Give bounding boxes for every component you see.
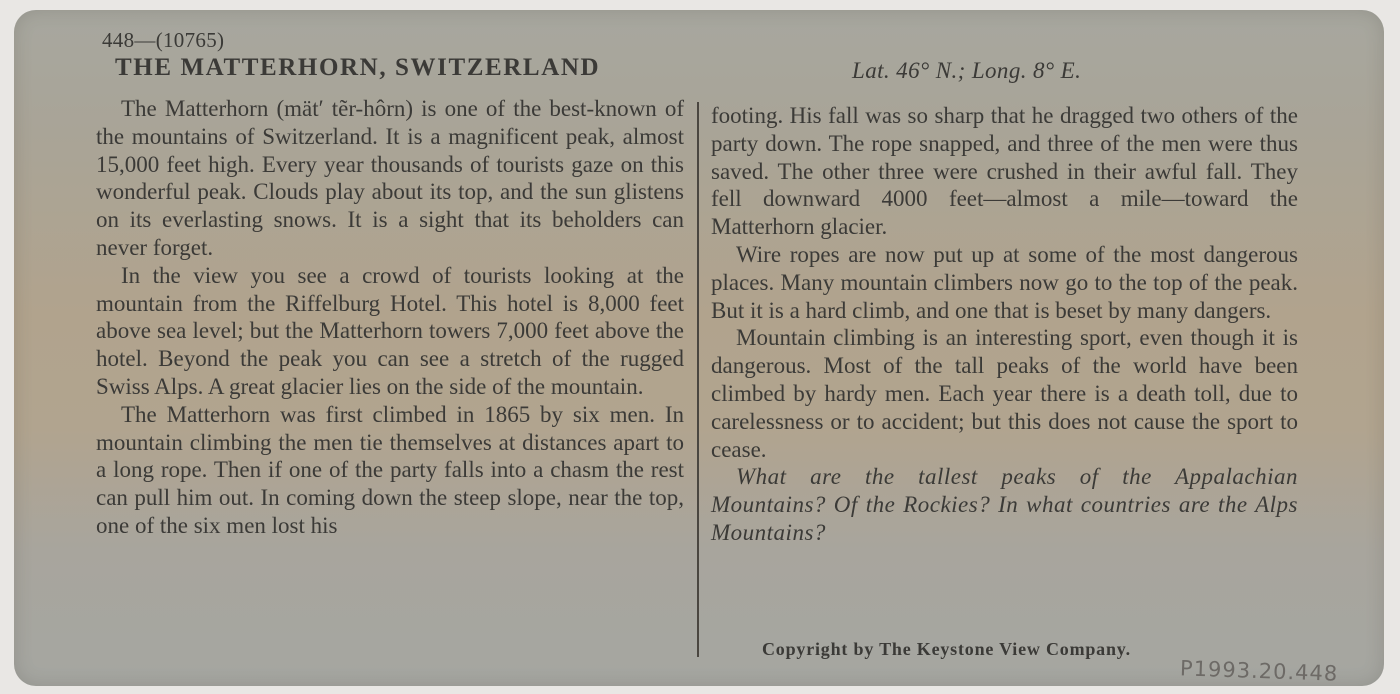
accession-number: P1993.20.448: [1179, 656, 1339, 686]
left-text-column: [96, 95, 684, 540]
paragraph: footing. His fall was so sharp that he dragged two others of the party down. The rope snapped, and three of the men were thus saved. The other three were crushed in their awful fall. They fell downward 4000 feet—almost a mile—toward the Matterhorn glacier.: [711, 103, 1298, 240]
paragraph: Wire ropes are now put up at some of the most dangerous places. Many mountain climbers now go to the top of the peak. But it is a hard climb, and one that is beset by many dangers.: [711, 241, 1298, 323]
stereograph-card-back: [14, 10, 1384, 686]
card-title: THE MATTERHORN, SWITZERLAND: [115, 54, 601, 81]
coordinates: Lat. 46° N.; Long. 8° E.: [852, 58, 1082, 83]
column-divider: [697, 102, 699, 657]
paragraph: The Matterhorn was first climbed in 1865 by six men. In mountain climbing the men tie themselves at distances apart to a long rope. Then if one of the party falls into a chasm the rest can pull him out. In coming down the steep slope, near the top, one of the six men lost his: [96, 401, 684, 538]
paragraph: In the view you see a crowd of tourists looking at the mountain from the Riffelburg Hotel. This hotel is 8,000 feet above sea level; but the Matterhorn towers 7,000 feet above the hotel. Beyond the peak you can see a stretch of the rugged Swiss Alps. A great glacier lies on the side of the mountain.: [96, 262, 684, 399]
copyright-line: Copyright by The Keystone View Company.: [762, 639, 1131, 659]
catalog-number: 448—(10765): [102, 28, 225, 52]
study-question: What are the tallest peaks of the Appalachian Mountains? Of the Rockies? In what countries are the Alps Mountains?: [711, 464, 1298, 545]
paragraph: The Matterhorn (mät′ tẽr-hôrn) is one of the best-known of the mountains of Switzerland. It is a magnificent peak, almost 15,000 feet high. Every year thousands of tourists gaze on this wonderful peak. Clouds play about its top, and the sun glistens on its everlasting snows. It is a sight that its beholders can never forget.: [96, 96, 684, 260]
right-text-column: [711, 102, 1298, 547]
paragraph: Mountain climbing is an interesting sport, even though it is dangerous. Most of the tall peaks of the world have been climbed by hardy men. Each year there is a death toll, due to carelessness or to accident; but this does not cause the sport to cease.: [711, 325, 1298, 462]
